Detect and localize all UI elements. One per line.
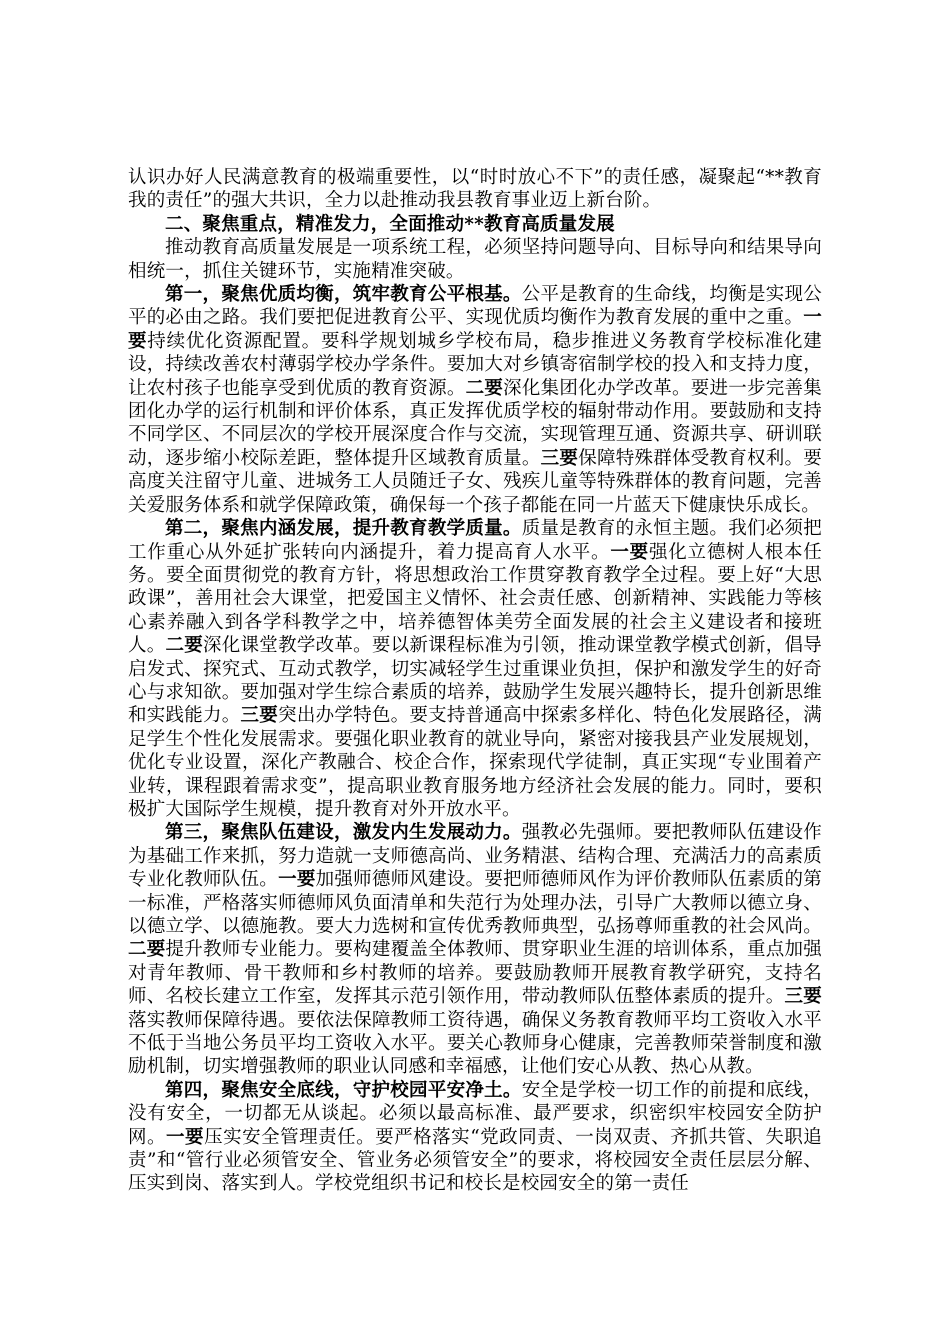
- sub-point-label: 一要: [278, 869, 316, 891]
- text-run: 落实教师保障待遇。要依法保障教师工资待遇，确保义务教育教师平均工资收入水平不低于当地公务员平均工资收入水平。要关心教师身心健康，完善教师荣誉制度和激励机制，切实增强教师的职业认同感和幸福感，让他们安心从教、热心从教。: [128, 1009, 822, 1078]
- point-title: 第四，聚焦安全底线，守护校园平安净土。: [165, 1079, 522, 1101]
- para-second-point: [128, 517, 822, 821]
- sub-point-label: 二要: [128, 939, 166, 961]
- heading-text: 二、聚焦重点，精准发力，全面推动**教育高质量发展: [165, 213, 615, 235]
- sub-point-label: 二要: [165, 635, 204, 657]
- text-run: 推动教育高质量发展是一项系统工程，必须坚持问题导向、目标导向和结果导向相统一，抓住关键环节，实施精准突破。: [128, 237, 822, 282]
- para-section-two-intro: [128, 236, 822, 283]
- para-first-point: [128, 283, 822, 517]
- text-run: 质量是教育的永恒主题。我们必须把工作重心从外延扩张转向内涵提升，着力提高育人水平。: [128, 518, 823, 563]
- section-heading-two: [128, 213, 822, 236]
- sub-point-label: 二要: [465, 377, 504, 399]
- sub-point-label: 三要: [784, 986, 822, 1008]
- text-run: 压实安全管理责任。要严格落实“党政同责、一岗双责、齐抓共管、失职追责”和“管行业必须管安全、管业务必须管安全”的要求，将校园安全责任层层分解、压实到岗、落实到人。学校党组织书记和校长是校园安全的第一责任: [128, 1126, 823, 1195]
- sub-point-label: 三要: [240, 705, 279, 727]
- sub-point-label: 一要: [610, 541, 649, 563]
- para-fourth-point: [128, 1079, 822, 1196]
- text-run: 认识办好人民满意教育的极端重要性，以“时时放心不下”的责任感，凝聚起“**教育我的责任”的强大共识，全力以赴推动我县教育事业迈上新台阶。: [128, 167, 822, 212]
- text-run: 深化集团化办学改革。要进一步完善集团化办学的运行机制和评价体系，真正发挥优质学校的辐射带动作用。要鼓励和支持不同学区、不同层次的学校开展深度合作与交流，实现管理互通、资源共享、研训联动，逐步缩小校际差距，整体提升区域教育质量。: [128, 377, 822, 469]
- point-title: 第三，聚焦队伍建设，激发内生发展动力。: [165, 822, 522, 844]
- text-run: 安全是学校一切工作的前提和底线，没有安全，一切都无从谈起。必须以最高标准、最严要求，织密织牢校园安全防护网。: [128, 1079, 823, 1148]
- text-run: 保障特殊群体受教育权利。要高度关注留守儿童、进城务工人员随迁子女、残疾儿童等特殊群体的教育问题，完善关爱服务体系和就学保障政策，确保每一个孩子都能在同一片蓝天下健康快乐成长。: [128, 447, 822, 516]
- point-title: 第一，聚焦优质均衡，筑牢教育公平根基。: [165, 284, 522, 306]
- point-title: 第二，聚焦内涵发展，提升教育教学质量。: [165, 518, 522, 540]
- text-run: 持续优化资源配置。要科学规划城乡学校布局，稳步推进义务教育学校标准化建设，持续改善农村薄弱学校办学条件。要加大对乡镇寄宿制学校的投入和支持力度，让农村孩子也能享受到优质的教育资源。: [128, 330, 822, 399]
- text-run: 突出办学特色。要支持普通高中探索多样化、特色化发展路径，满足学生个性化发展需求。要强化职业教育的就业导向，紧密对接我县产业发展规划，优化专业设置，深化产教融合、校企合作，探索现代学徒制，真正实现“专业围着产业转，课程跟着需求变”，提高职业教育服务地方经济社会发展的能力。同时，要积极扩大国际学生规模，提升教育对外开放水平。: [128, 705, 822, 820]
- sub-point-label: 一要: [128, 307, 822, 352]
- text-run: 强化立德树人根本任务。要全面贯彻党的教育方针，将思想政治工作贯穿教育教学全过程。要上好“大思政课”，善用社会大课堂，把爱国主义情怀、社会责任感、创新精神、实践能力等核心素养融入到各学科教学之中，培养德智体美劳全面发展的社会主义建设者和接班人。: [128, 541, 822, 657]
- text-run: 提升教师专业能力。要构建覆盖全体教师、贯穿职业生涯的培训体系，重点加强对青年教师、骨干教师和乡村教师的培养。要鼓励教师开展教育教学研究，支持名师、名校长建立工作室，发挥其示范引领作用，带动教师队伍整体素质的提升。: [128, 939, 822, 1008]
- para-intro-continuation: [128, 166, 822, 213]
- text-run: 深化课堂教学改革。要以新课程标准为引领，推动课堂教学模式创新，倡导启发式、探究式、互动式教学，切实减轻学生过重课业负担，保护和激发学生的好奇心与求知欲。要加强对学生综合素质的培养，鼓励学生发展兴趣特长，提升创新思维和实践能力。: [128, 635, 822, 727]
- text-run: 加强师德师风建设。要把师德师风作为评价教师队伍素质的第一标准，严格落实师德师风负面清单和失范行为处理办法，引导广大教师以德立身、以德立学、以德施教。要大力选树和宣传优秀教师典型，弘扬尊师重教的社会风尚。: [128, 869, 822, 937]
- text-run: 强教必先强师。要把教师队伍建设作为基础工作来抓，努力造就一支师德高尚、业务精湛、结构合理、充满活力的高素质专业化教师队伍。: [128, 822, 823, 891]
- sub-point-label: 三要: [540, 447, 579, 469]
- text-run: 公平是教育的生命线，均衡是实现公平的必由之路。我们要把促进教育公平、实现优质均衡作为教育发展的重中之重。: [128, 284, 823, 329]
- sub-point-label: 一要: [166, 1126, 205, 1148]
- document-page: [128, 166, 822, 1196]
- para-third-point: [128, 821, 822, 1078]
